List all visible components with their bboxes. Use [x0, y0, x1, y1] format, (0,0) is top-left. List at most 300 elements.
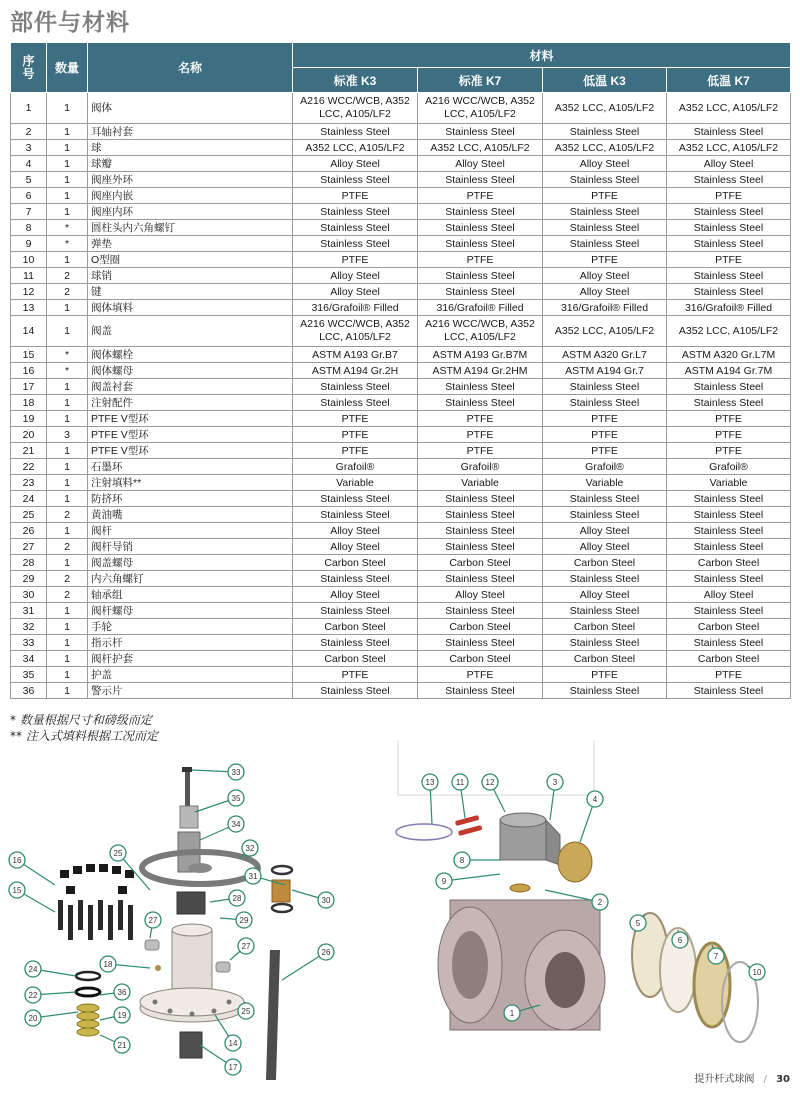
cell-material-3: Stainless Steel	[543, 491, 667, 507]
cell-no: 19	[11, 411, 47, 427]
cell-qty: 2	[47, 268, 88, 284]
cell-name: 警示片	[88, 683, 293, 699]
cell-qty: 1	[47, 555, 88, 571]
cell-material-1: PTFE	[293, 411, 418, 427]
cell-material-1: Carbon Steel	[293, 651, 418, 667]
table-row	[11, 459, 791, 475]
cell-material-4: Carbon Steel	[667, 651, 791, 667]
cell-material-4: Carbon Steel	[667, 619, 791, 635]
cell-material-2: Carbon Steel	[418, 619, 543, 635]
table-row	[11, 363, 791, 379]
cell-qty: 1	[47, 491, 88, 507]
cell-material-4: Stainless Steel	[667, 571, 791, 587]
cell-qty: 1	[47, 156, 88, 172]
header-qty: 数量	[47, 43, 88, 93]
cell-material-4: PTFE	[667, 443, 791, 459]
callout-number: 10	[752, 968, 762, 977]
cell-no: 33	[11, 635, 47, 651]
cell-material-3: PTFE	[543, 667, 667, 683]
cell-material-1: Stainless Steel	[293, 571, 418, 587]
cell-material-1: Carbon Steel	[293, 555, 418, 571]
table-row	[11, 347, 791, 363]
cell-material-2: PTFE	[418, 252, 543, 268]
callout-number: 35	[231, 794, 241, 803]
callout-number: 25	[241, 1007, 251, 1016]
cell-material-3: Stainless Steel	[543, 172, 667, 188]
cell-no: 2	[11, 124, 47, 140]
cell-name: 球	[88, 140, 293, 156]
cell-qty: 1	[47, 667, 88, 683]
cell-material-2: Variable	[418, 475, 543, 491]
callout-number: 30	[321, 896, 331, 905]
cell-name: 键	[88, 284, 293, 300]
cell-material-1: Stainless Steel	[293, 395, 418, 411]
cell-material-3: ASTM A194 Gr.7	[543, 363, 667, 379]
cell-name: 手轮	[88, 619, 293, 635]
cell-material-1: ASTM A193 Gr.B7	[293, 347, 418, 363]
cell-qty: 1	[47, 252, 88, 268]
cell-qty: 1	[47, 603, 88, 619]
callout-number: 36	[117, 988, 127, 997]
cell-material-2: Stainless Steel	[418, 603, 543, 619]
cell-material-3: Carbon Steel	[543, 619, 667, 635]
table-row	[11, 124, 791, 140]
cell-qty: 2	[47, 284, 88, 300]
table-row	[11, 587, 791, 603]
callout-number: 15	[12, 886, 22, 895]
cell-qty: *	[47, 236, 88, 252]
cell-qty: 2	[47, 507, 88, 523]
cell-qty: 2	[47, 539, 88, 555]
cell-name: 指示杆	[88, 635, 293, 651]
cell-material-4: Stainless Steel	[667, 683, 791, 699]
cell-material-1: PTFE	[293, 188, 418, 204]
cell-material-2: Stainless Steel	[418, 395, 543, 411]
cell-qty: 1	[47, 93, 88, 124]
cell-material-3: PTFE	[543, 188, 667, 204]
cell-qty: *	[47, 363, 88, 379]
cell-no: 9	[11, 236, 47, 252]
cell-no: 22	[11, 459, 47, 475]
cell-material-1: Stainless Steel	[293, 220, 418, 236]
table-row	[11, 284, 791, 300]
cell-no: 26	[11, 523, 47, 539]
callout-number: 29	[239, 916, 249, 925]
cell-name: 内六角螺钉	[88, 571, 293, 587]
callout-number: 8	[459, 856, 465, 865]
table-row	[11, 188, 791, 204]
footer	[694, 1070, 790, 1085]
cell-material-2: Grafoil®	[418, 459, 543, 475]
cell-material-4: Stainless Steel	[667, 635, 791, 651]
callout-number: 9	[441, 877, 447, 886]
cell-qty: 1	[47, 172, 88, 188]
cell-qty: 1	[47, 635, 88, 651]
cell-material-4: PTFE	[667, 411, 791, 427]
cell-material-2: Stainless Steel	[418, 124, 543, 140]
cell-no: 29	[11, 571, 47, 587]
table-row	[11, 555, 791, 571]
cell-no: 28	[11, 555, 47, 571]
cell-material-3: A352 LCC, A105/LF2	[543, 140, 667, 156]
cell-no: 5	[11, 172, 47, 188]
table-row	[11, 172, 791, 188]
cell-material-2: Stainless Steel	[418, 268, 543, 284]
cell-qty: 1	[47, 459, 88, 475]
cell-no: 21	[11, 443, 47, 459]
table-row	[11, 236, 791, 252]
cell-material-3: Carbon Steel	[543, 555, 667, 571]
cell-qty: 1	[47, 140, 88, 156]
table-row	[11, 220, 791, 236]
body-assembly-illustration	[396, 813, 758, 1042]
table-row	[11, 667, 791, 683]
cell-no: 32	[11, 619, 47, 635]
cell-material-1: A216 WCC/WCB, A352 LCC, A105/LF2	[293, 93, 418, 124]
footer-label: 提升杆式球阀	[694, 1074, 755, 1085]
cell-material-2: Stainless Steel	[418, 635, 543, 651]
note-quantity: * 数量根据尺寸和磅级而定	[10, 713, 152, 727]
cell-name: 注射填料**	[88, 475, 293, 491]
cell-name: O型圈	[88, 252, 293, 268]
cell-qty: 1	[47, 475, 88, 491]
cell-no: 17	[11, 379, 47, 395]
cell-no: 8	[11, 220, 47, 236]
cell-no: 14	[11, 316, 47, 347]
cell-material-4: Stainless Steel	[667, 507, 791, 523]
parts-materials-table	[10, 42, 791, 699]
cell-material-1: Alloy Steel	[293, 539, 418, 555]
cell-no: 24	[11, 491, 47, 507]
callout-number: 17	[228, 1063, 238, 1072]
cell-material-4: Carbon Steel	[667, 555, 791, 571]
cell-material-2: PTFE	[418, 188, 543, 204]
callout-number: 3	[552, 778, 558, 787]
cell-material-1: Stainless Steel	[293, 491, 418, 507]
cell-material-2: ASTM A194 Gr.2HM	[418, 363, 543, 379]
cell-name: 阀盖螺母	[88, 555, 293, 571]
cell-name: 圆柱头内六角螺钉	[88, 220, 293, 236]
cell-name: 球瓣	[88, 156, 293, 172]
cell-no: 3	[11, 140, 47, 156]
table-row	[11, 204, 791, 220]
cell-name: 阀杆护套	[88, 651, 293, 667]
cell-qty: 1	[47, 683, 88, 699]
cell-no: 16	[11, 363, 47, 379]
callout-number: 24	[28, 965, 38, 974]
cell-name: 阀杆	[88, 523, 293, 539]
cell-material-2: PTFE	[418, 443, 543, 459]
callout-number: 28	[232, 894, 242, 903]
cell-material-3: Stainless Steel	[543, 683, 667, 699]
cell-material-3: ASTM A320 Gr.L7	[543, 347, 667, 363]
cell-material-3: Stainless Steel	[543, 507, 667, 523]
cell-qty: 1	[47, 395, 88, 411]
cell-material-4: Stainless Steel	[667, 268, 791, 284]
cell-material-3: A352 LCC, A105/LF2	[543, 316, 667, 347]
cell-name: PTFE V型环	[88, 443, 293, 459]
table-row	[11, 683, 791, 699]
cell-material-1: Stainless Steel	[293, 172, 418, 188]
page-number: 30	[776, 1074, 790, 1085]
table-row	[11, 93, 791, 124]
cell-material-2: Stainless Steel	[418, 172, 543, 188]
cell-qty: *	[47, 220, 88, 236]
cell-material-2: PTFE	[418, 427, 543, 443]
cell-material-2: Alloy Steel	[418, 587, 543, 603]
callout-number: 14	[228, 1039, 238, 1048]
cell-no: 27	[11, 539, 47, 555]
cell-material-2: Carbon Steel	[418, 651, 543, 667]
cell-material-1: Alloy Steel	[293, 284, 418, 300]
cell-qty: 1	[47, 651, 88, 667]
callout-number: 32	[245, 844, 255, 853]
cell-material-2: A216 WCC/WCB, A352 LCC, A105/LF2	[418, 93, 543, 124]
callout-number: 4	[592, 795, 598, 804]
table-row	[11, 571, 791, 587]
cell-material-4: Alloy Steel	[667, 156, 791, 172]
table-row	[11, 411, 791, 427]
cell-no: 35	[11, 667, 47, 683]
cell-material-3: Stainless Steel	[543, 124, 667, 140]
cell-material-3: Carbon Steel	[543, 651, 667, 667]
cell-no: 18	[11, 395, 47, 411]
cell-material-3: PTFE	[543, 252, 667, 268]
cell-name: 防挤环	[88, 491, 293, 507]
table-row	[11, 395, 791, 411]
cell-qty: 2	[47, 571, 88, 587]
cell-name: PTFE V型环	[88, 411, 293, 427]
cell-material-2: 316/Grafoil® Filled	[418, 300, 543, 316]
cell-material-3: Alloy Steel	[543, 539, 667, 555]
table-row	[11, 603, 791, 619]
cell-qty: *	[47, 347, 88, 363]
callout-number: 16	[12, 856, 22, 865]
cell-material-2: PTFE	[418, 411, 543, 427]
cell-material-1: Alloy Steel	[293, 268, 418, 284]
cell-name: 阀座内嵌	[88, 188, 293, 204]
header-col-3: 低温 K3	[543, 68, 667, 93]
cell-material-1: Alloy Steel	[293, 156, 418, 172]
cell-material-3: Stainless Steel	[543, 379, 667, 395]
cell-material-2: Carbon Steel	[418, 555, 543, 571]
cell-material-4: Stainless Steel	[667, 236, 791, 252]
cell-name: 阀盖衬套	[88, 379, 293, 395]
cell-material-2: Stainless Steel	[418, 379, 543, 395]
cell-material-1: Alloy Steel	[293, 587, 418, 603]
table-row	[11, 523, 791, 539]
cell-material-3: Stainless Steel	[543, 220, 667, 236]
cell-qty: 1	[47, 443, 88, 459]
cell-qty: 1	[47, 316, 88, 347]
table-row	[11, 300, 791, 316]
cell-material-3: Alloy Steel	[543, 284, 667, 300]
header-col-4: 低温 K7	[667, 68, 791, 93]
cell-material-3: PTFE	[543, 411, 667, 427]
cell-material-1: Stainless Steel	[293, 204, 418, 220]
callout-number: 22	[28, 991, 38, 1000]
cell-qty: 1	[47, 379, 88, 395]
cell-material-1: PTFE	[293, 443, 418, 459]
callout-number: 26	[321, 948, 331, 957]
cell-material-4: ASTM A320 Gr.L7M	[667, 347, 791, 363]
table-row	[11, 507, 791, 523]
callout-number: 7	[713, 952, 719, 961]
cell-material-2: Stainless Steel	[418, 571, 543, 587]
cell-material-3: 316/Grafoil® Filled	[543, 300, 667, 316]
cell-name: PTFE V型环	[88, 427, 293, 443]
callout-number: 33	[231, 768, 241, 777]
cell-material-3: Grafoil®	[543, 459, 667, 475]
cell-material-2: Stainless Steel	[418, 491, 543, 507]
cell-material-3: PTFE	[543, 443, 667, 459]
cell-no: 23	[11, 475, 47, 491]
cell-material-4: ASTM A194 Gr.7M	[667, 363, 791, 379]
cell-material-2: Stainless Steel	[418, 523, 543, 539]
cell-material-3: Variable	[543, 475, 667, 491]
callout-number: 18	[103, 960, 113, 969]
cell-name: 阀杆螺母	[88, 603, 293, 619]
cell-material-1: Stainless Steel	[293, 683, 418, 699]
cell-material-1: PTFE	[293, 427, 418, 443]
table-row	[11, 252, 791, 268]
cell-material-1: Alloy Steel	[293, 523, 418, 539]
cell-qty: 1	[47, 619, 88, 635]
cell-material-4: A352 LCC, A105/LF2	[667, 140, 791, 156]
cell-name: 阀体螺栓	[88, 347, 293, 363]
callout-number: 11	[455, 778, 465, 787]
cell-material-4: PTFE	[667, 667, 791, 683]
cell-material-1: Grafoil®	[293, 459, 418, 475]
cell-material-1: PTFE	[293, 667, 418, 683]
cell-no: 34	[11, 651, 47, 667]
cell-name: 阀座内环	[88, 204, 293, 220]
table-row	[11, 156, 791, 172]
cell-material-1: ASTM A194 Gr.2H	[293, 363, 418, 379]
cell-material-4: PTFE	[667, 252, 791, 268]
cell-material-4: Stainless Steel	[667, 603, 791, 619]
callout-number: 2	[597, 898, 603, 907]
cell-no: 13	[11, 300, 47, 316]
cell-material-4: Variable	[667, 475, 791, 491]
table-row	[11, 619, 791, 635]
cell-name: 注射配件	[88, 395, 293, 411]
cell-name: 黄油嘴	[88, 507, 293, 523]
callout-number: 27	[241, 942, 251, 951]
cell-material-4: Grafoil®	[667, 459, 791, 475]
cell-material-1: A352 LCC, A105/LF2	[293, 140, 418, 156]
cell-material-1: Stainless Steel	[293, 124, 418, 140]
callout-number: 31	[248, 872, 258, 881]
cell-name: 护盖	[88, 667, 293, 683]
cell-no: 10	[11, 252, 47, 268]
cell-qty: 1	[47, 124, 88, 140]
cell-material-4: Stainless Steel	[667, 172, 791, 188]
cell-name: 阀体	[88, 93, 293, 124]
cell-material-4: Stainless Steel	[667, 220, 791, 236]
cell-name: 弹垫	[88, 236, 293, 252]
table-row	[11, 635, 791, 651]
cell-qty: 1	[47, 300, 88, 316]
cell-material-2: Stainless Steel	[418, 539, 543, 555]
cell-material-4: Stainless Steel	[667, 204, 791, 220]
header-material: 材料	[293, 43, 791, 68]
callout-number: 20	[28, 1014, 38, 1023]
cell-no: 31	[11, 603, 47, 619]
callout-number: 12	[485, 778, 495, 787]
note-injection: ** 注入式填料根据工况而定	[10, 729, 158, 743]
cell-material-3: Stainless Steel	[543, 571, 667, 587]
cell-material-3: A352 LCC, A105/LF2	[543, 93, 667, 124]
cell-material-4: PTFE	[667, 427, 791, 443]
cell-qty: 1	[47, 411, 88, 427]
cell-no: 6	[11, 188, 47, 204]
cell-material-3: Stainless Steel	[543, 635, 667, 651]
table-row	[11, 491, 791, 507]
callout-number: 25	[113, 849, 123, 858]
cell-material-2: A352 LCC, A105/LF2	[418, 140, 543, 156]
table-row	[11, 427, 791, 443]
cell-name: 耳轴衬套	[88, 124, 293, 140]
header-no: 序号	[11, 43, 47, 93]
cell-qty: 3	[47, 427, 88, 443]
header-col-2: 标准 K7	[418, 68, 543, 93]
cell-no: 12	[11, 284, 47, 300]
cell-material-4: Stainless Steel	[667, 124, 791, 140]
cell-qty: 1	[47, 523, 88, 539]
cell-material-2: Stainless Steel	[418, 507, 543, 523]
cell-material-3: Alloy Steel	[543, 523, 667, 539]
cell-material-2: Stainless Steel	[418, 284, 543, 300]
cell-name: 阀杆导销	[88, 539, 293, 555]
cell-material-1: Stainless Steel	[293, 603, 418, 619]
cell-material-4: Stainless Steel	[667, 523, 791, 539]
table-row	[11, 475, 791, 491]
cell-material-4: A352 LCC, A105/LF2	[667, 316, 791, 347]
callout-number: 6	[677, 936, 683, 945]
exploded-view-diagram	[0, 740, 800, 1080]
cell-material-1: PTFE	[293, 252, 418, 268]
parts-table-body	[11, 93, 791, 699]
cell-material-2: Alloy Steel	[418, 156, 543, 172]
cell-material-2: Stainless Steel	[418, 236, 543, 252]
header-name: 名称	[88, 43, 293, 93]
callout-number: 5	[635, 919, 641, 928]
cell-material-1: Stainless Steel	[293, 507, 418, 523]
cell-material-3: Stainless Steel	[543, 204, 667, 220]
table-row	[11, 539, 791, 555]
cell-material-2: A216 WCC/WCB, A352 LCC, A105/LF2	[418, 316, 543, 347]
cell-material-3: Stainless Steel	[543, 236, 667, 252]
cell-qty: 1	[47, 188, 88, 204]
cell-material-4: PTFE	[667, 188, 791, 204]
cell-no: 36	[11, 683, 47, 699]
table-row	[11, 379, 791, 395]
cell-material-4: Stainless Steel	[667, 395, 791, 411]
cell-material-2: Stainless Steel	[418, 204, 543, 220]
cell-material-2: PTFE	[418, 667, 543, 683]
cell-material-1: Variable	[293, 475, 418, 491]
stem-assembly-illustration	[58, 767, 292, 1080]
callout-number: 21	[117, 1041, 127, 1050]
cell-material-2: ASTM A193 Gr.B7M	[418, 347, 543, 363]
cell-name: 石墨环	[88, 459, 293, 475]
cell-name: 球销	[88, 268, 293, 284]
cell-material-4: A352 LCC, A105/LF2	[667, 93, 791, 124]
cell-material-4: Stainless Steel	[667, 284, 791, 300]
callout-number: 27	[148, 916, 158, 925]
cell-name: 阀体填料	[88, 300, 293, 316]
